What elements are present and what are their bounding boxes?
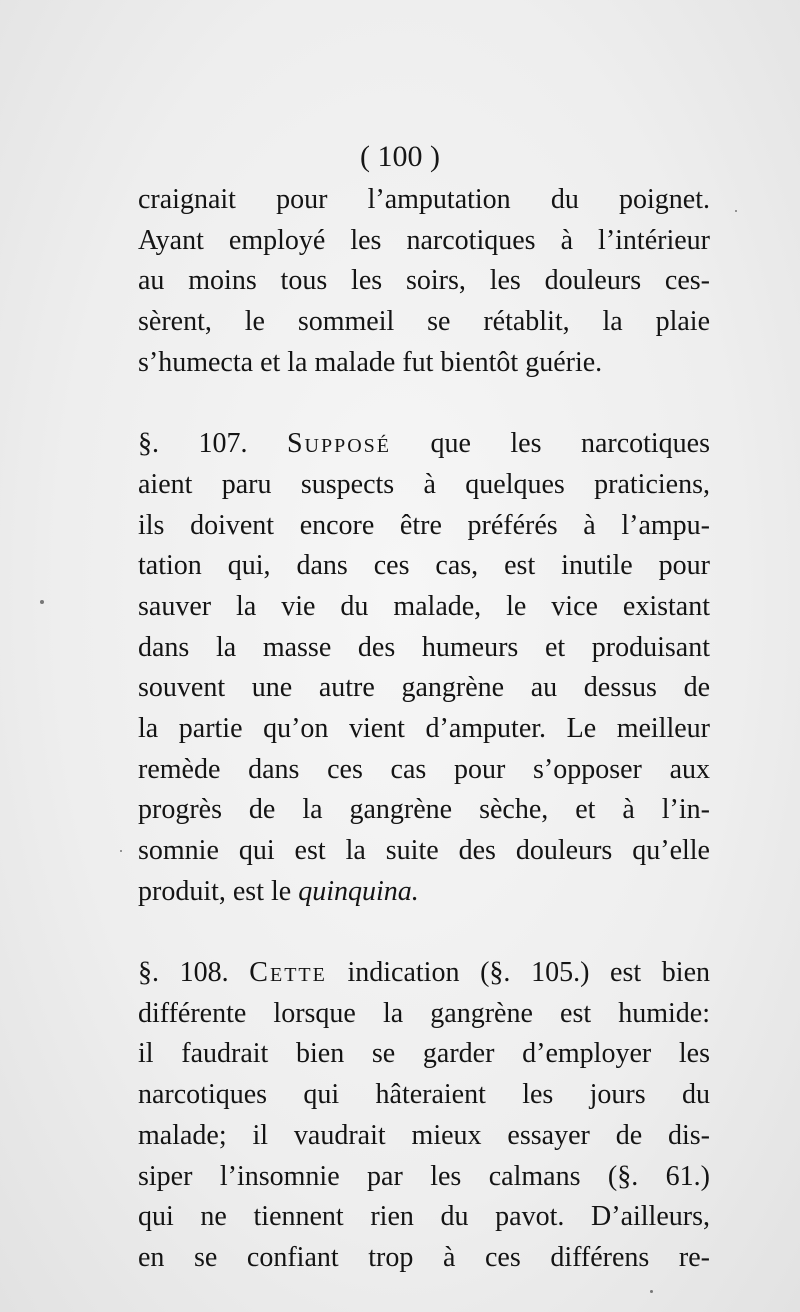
line-text: Ayant employé les narcotiques à l’intérieur [138, 224, 710, 256]
paper-speck [735, 210, 737, 212]
line-text: progrès de la gangrène sèche, et à l’in- [138, 794, 710, 826]
paragraph-gap [138, 383, 710, 424]
text-line [138, 872, 710, 913]
text-line [138, 628, 710, 669]
text-line [138, 1238, 710, 1279]
text-line [138, 546, 710, 587]
text-line [138, 750, 710, 791]
paragraph-gap [138, 912, 710, 953]
line-text: ils doivent encore être préférés à l’ampu- [138, 509, 710, 541]
text-line [138, 1157, 710, 1198]
line-text: aient paru suspects à quelques praticiens, [138, 468, 710, 500]
line-text: que les narcotiques [391, 428, 711, 460]
line-text: malade; il vaudrait mieux essayer de dis- [138, 1119, 710, 1151]
line-text: au moins tous les soirs, les douleurs ces- [138, 265, 710, 297]
line-text: sauver la vie du malade, le vice existant [138, 590, 710, 622]
line-text: craignait pour l’amputation du poignet. [138, 184, 710, 215]
line-text: siper l’insomnie par les calmans (§. 61.) [138, 1160, 710, 1192]
text-line [138, 709, 710, 750]
text-line [138, 302, 710, 343]
section-mark: §. 108. [138, 957, 250, 989]
text-line [138, 994, 710, 1035]
text-line [138, 424, 710, 465]
line-text: souvent une autre gangrène au dessus de [138, 672, 710, 704]
text-line [138, 261, 710, 302]
section-lead-word: Cette [249, 957, 327, 989]
text-line [138, 831, 710, 872]
line-text: remède dans ces cas pour s’opposer aux [138, 753, 710, 785]
line-text: en se confiant trop à ces différens re- [138, 1241, 710, 1273]
text-line [138, 953, 710, 994]
line-text: il faudrait bien se garder d’employer les [138, 1038, 710, 1070]
line-text: différente lorsque la gangrène est humide: [138, 997, 710, 1029]
text-line [138, 1034, 710, 1075]
line-text: tation qui, dans ces cas, est inutile pour [138, 550, 710, 582]
section-mark: §. 107. [138, 428, 287, 460]
paper-speck [650, 1290, 653, 1293]
text-line [138, 668, 710, 709]
text-line [138, 587, 710, 628]
line-text: s’humecta et la malade fut bientôt guérie. [138, 346, 603, 378]
text-line [138, 465, 710, 506]
text-line [138, 343, 710, 384]
italic-term: quinquina. [298, 875, 419, 907]
line-text: qui ne tiennent rien du pavot. D’ailleurs, [138, 1201, 710, 1233]
line-text: sèrent, le sommeil se rétablit, la plaie [138, 306, 710, 338]
line-text: la partie qu’on vient d’amputer. Le meilleur [138, 712, 710, 744]
text-body [138, 180, 710, 1279]
text-line [138, 1116, 710, 1157]
line-text: produit, est le [138, 875, 299, 907]
text-line [138, 180, 710, 221]
line-text: indication (§. 105.) est bien [326, 957, 711, 989]
text-line [138, 790, 710, 831]
line-text: narcotiques qui hâteraient les jours du [138, 1079, 710, 1111]
page-number: ( 100 ) [360, 140, 440, 173]
text-line [138, 1075, 710, 1116]
text-line [138, 506, 710, 547]
text-line [138, 221, 710, 262]
text-line [138, 1197, 710, 1238]
paper-speck [40, 600, 44, 604]
paper-speck [120, 850, 122, 852]
line-text: somnie qui est la suite des douleurs qu’elle [138, 835, 710, 866]
line-text: dans la masse des humeurs et produisant [138, 631, 710, 663]
section-lead-word: Supposé [286, 428, 391, 460]
